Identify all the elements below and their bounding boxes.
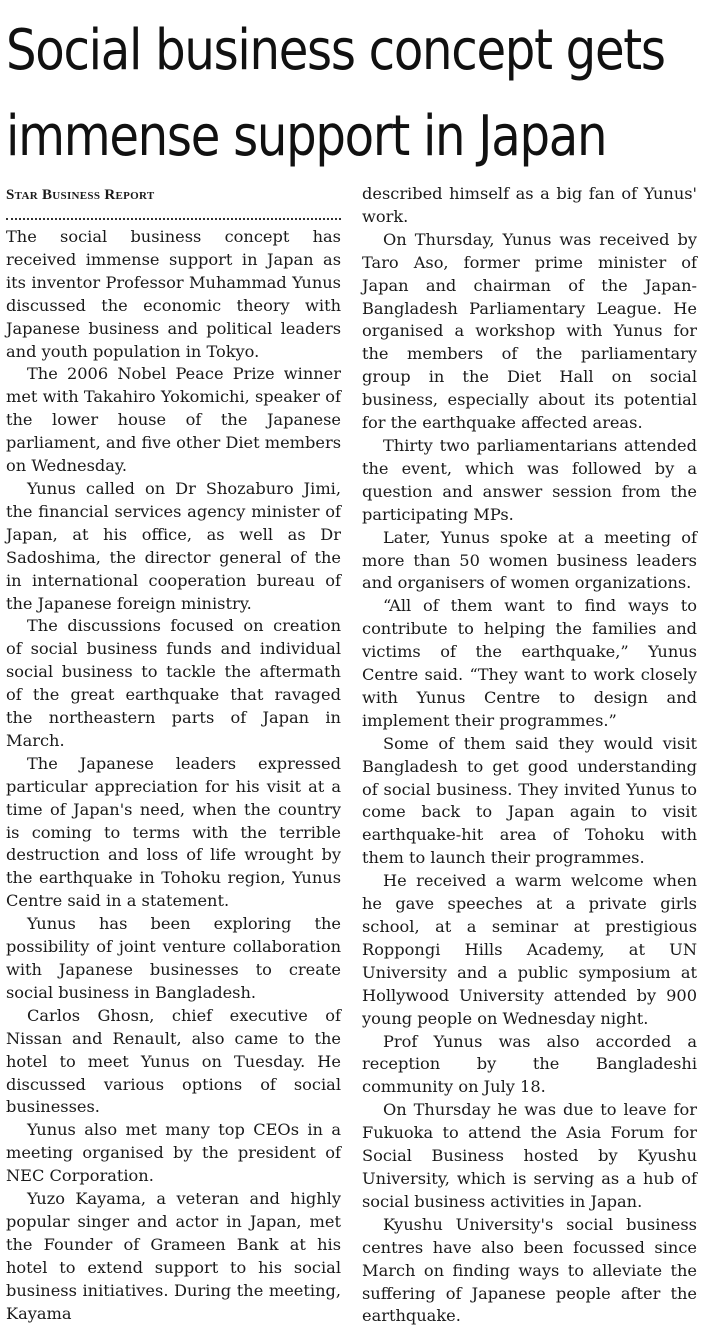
paragraph: “All of them want to find ways to contribute to helping the families and victims of the earthquake,” Yunus Centre said. “They want to work closely with Yunus Centre to design and implement their programmes.” [362, 596, 697, 730]
paragraph: Kyushu University's social business centres have also been focussed since March on finding ways to alleviate the suffering of Japanese people after the earthquake. [362, 1214, 697, 1326]
headline-line-1: Social business concept gets [6, 18, 665, 83]
paragraph: Yunus has been exploring the possibility of joint venture collaboration with Japanese businesses to create social business in Bangladesh. [6, 914, 341, 1002]
dotted-divider [6, 216, 341, 220]
paragraph: The discussions focused on creation of social business funds and individual social business to tackle the aftermath of the great earthquake that ravaged the northeastern parts of Japan in March. [6, 616, 341, 750]
paragraph: Yuzo Kayama, a veteran and highly popular singer and actor in Japan, met the Founder of Grameen Bank at his hotel to extend support to his social business initiatives. During the meeting, Kayama [6, 1189, 341, 1323]
paragraph: The social business concept has received immense support in Japan as its inventor Professor Muhammad Yunus discussed the economic theory with Japanese business and political leaders and youth population in Tokyo. [6, 227, 341, 361]
paragraph: Prof Yunus was also accorded a reception by the Bangladeshi community on July 18. [362, 1031, 697, 1097]
paragraph: Thirty two parliamentarians attended the event, which was followed by a question and answer session from the participating MPs. [362, 435, 697, 524]
paragraph: He received a warm welcome when he gave speeches at a private girls school, at a seminar at prestigious Roppongi Hills Academy, at UN University and a public symposium at Hollywood University attended by 900 young people on Wednesday night. [362, 871, 697, 1028]
paragraph: Later, Yunus spoke at a meeting of more than 50 women business leaders and organisers of women organizations. [362, 527, 697, 593]
paragraph: Carlos Ghosn, chief executive of Nissan and Renault, also came to the hotel to meet Yunus on Tuesday. He discussed various options of social businesses. [6, 1005, 341, 1117]
byline: Star Business Report [6, 187, 155, 203]
headline-line-2: immense support in Japan [6, 104, 607, 169]
left-column [6, 183, 341, 1326]
right-column [362, 183, 697, 1328]
paragraph: Some of them said they would visit Bangladesh to get good understanding of social business. They invited Yunus to come back to Japan again to visit earthquake-hit area of Tohoku with them to launch their programmes. [362, 733, 697, 868]
paragraph: Yunus called on Dr Shozaburo Jimi, the financial services agency minister of Japan, at his office, as well as Dr Sadoshima, the director general of the in international cooperation bureau of the Japanese foreign ministry. [6, 478, 341, 613]
paragraph: On Thursday, Yunus was received by Taro Aso, former prime minister of Japan and chairman of the Japan-Bangladesh Parliamentary League. He organised a workshop with Yunus for the members of the parliamentary group in the Diet Hall on social business, especially about its potential for the earthquake affected areas. [362, 229, 697, 433]
paragraph: Yunus also met many top CEOs in a meeting organised by the president of NEC Corporation. [6, 1120, 341, 1186]
paragraph: On Thursday he was due to leave for Fukuoka to attend the Asia Forum for Social Business hosted by Kyushu University, which is serving as a hub of social business activities in Japan. [362, 1100, 697, 1211]
paragraph: The 2006 Nobel Peace Prize winner met with Takahiro Yokomichi, speaker of the lower house of the Japanese parliament, and five other Diet members on Wednesday. [6, 364, 341, 476]
paragraph-continuation: described himself as a big fan of Yunus' work. [362, 184, 697, 226]
headline [6, 8, 665, 180]
paragraph: The Japanese leaders expressed particular appreciation for his visit at a time of Japan's need, when the country is coming to terms with the terrible destruction and loss of life wrought by the earthquake in Tohoku region, Yunus Centre said in a statement. [6, 753, 341, 911]
